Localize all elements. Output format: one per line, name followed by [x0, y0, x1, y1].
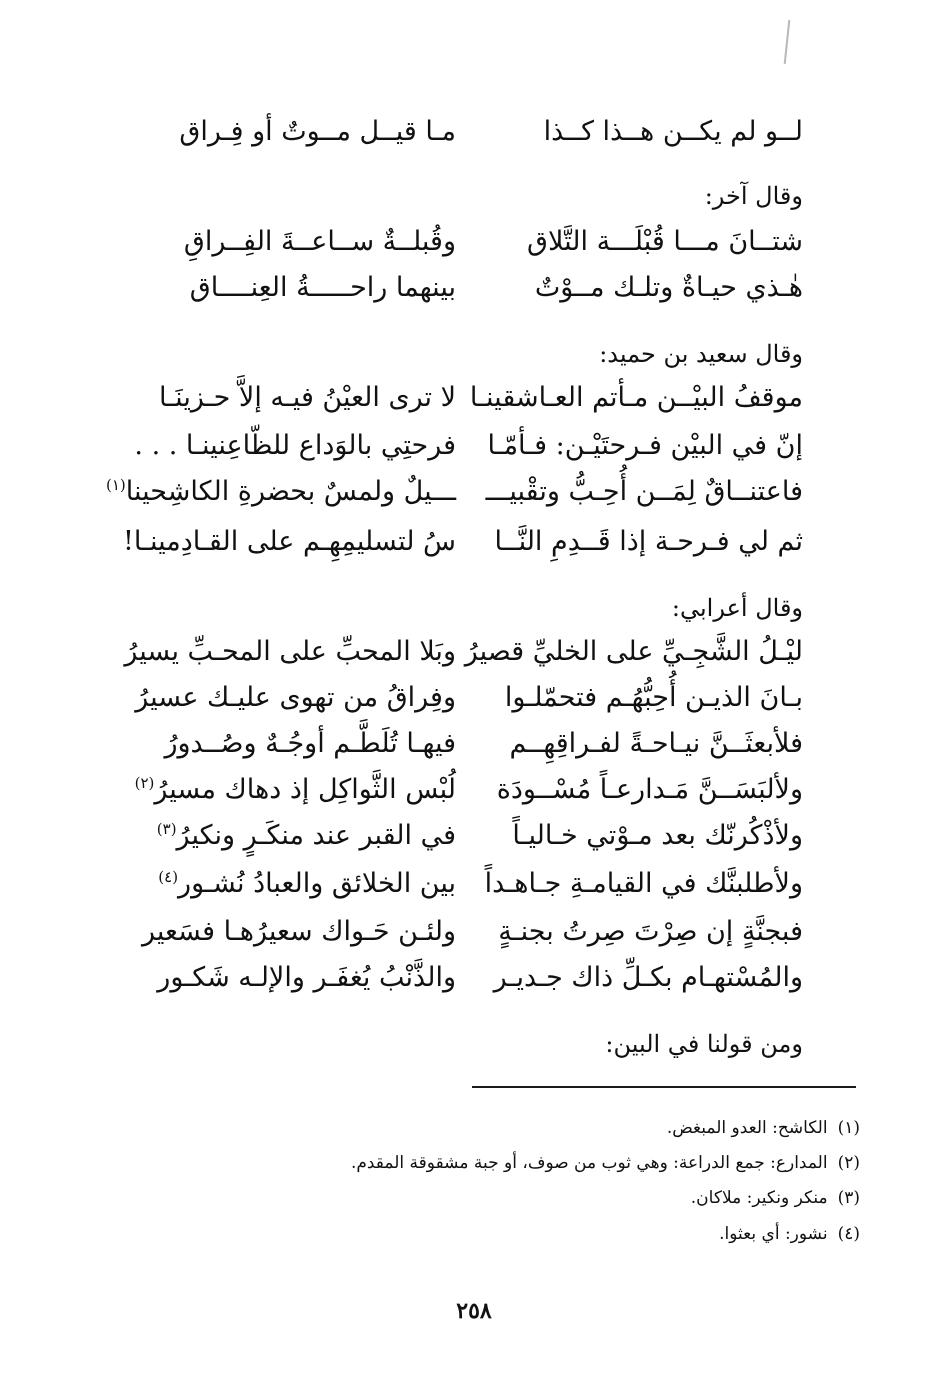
footnote-marker: (١): [106, 476, 126, 494]
verse-line: [148, 956, 803, 1000]
verse-second-hemistich: وفِراقُ من تهوى عليـك عسيرُ: [135, 682, 456, 713]
verse-first-hemistich: شتــانَ مـــا قُبْلَـــة التَّلاق: [527, 226, 803, 257]
verse-line: [148, 862, 803, 906]
footnote-divider: [472, 1086, 856, 1088]
poem-intro: وقال سعيد بن حميد:: [599, 340, 803, 368]
verse-line: [124, 630, 803, 674]
verse-line: [148, 814, 803, 858]
verse-line: [122, 520, 803, 564]
verse-first-hemistich: إنّ في البيْن فـرحتَيْـن: فـأمّـا: [487, 430, 803, 461]
verse-first-hemistich: فلأبعثَــنَّ نيـاحـةً لفـراقِهِــم: [509, 728, 803, 759]
verse-first-hemistich: ثم لي فـرحـة إذا قَــدِمِ النَّــا: [494, 526, 803, 557]
footnote: [240, 1149, 860, 1177]
verse-second-hemistich: والذَّنْبُ يُغفَـر والإلـه شَكـور: [157, 962, 456, 993]
verse-text: ـــيلٌ ولمسٌ بحضرةِ الكاشِحينا: [125, 476, 456, 507]
footnote-marker: (٤): [158, 868, 179, 886]
verse-line: [135, 676, 803, 720]
footnote-number: (٢): [837, 1153, 860, 1173]
verse-second-hemistich: لا ترى العيْنُ فيـه إلاَّ حـزينَـا: [159, 382, 456, 413]
footnote-number: (١): [837, 1118, 860, 1138]
verse-first-hemistich: والمُسْتهـام بكـلِّ ذاك جـديـر: [493, 962, 803, 993]
verse-first-hemistich: ولألبَسَــنَّ مَـدارعـاً مُسْــودَة: [496, 774, 803, 805]
verse-first-hemistich: ولأذْكُرنّك بعد مـوْتي خـاليـاً: [512, 820, 803, 851]
verse-second-hemistich: [134, 768, 476, 812]
verse-line: [148, 110, 803, 154]
verse-second-hemistich: فرحتِي بالوَداع للظّاعِنينـا . . .: [134, 430, 456, 461]
poem-intro: وقال آخر:: [704, 182, 803, 210]
footnote: [240, 1114, 860, 1142]
verse-first-hemistich: هٰـذي حيـاةٌ وتلـك مــوْتٌ: [534, 272, 803, 303]
footnote-number: (٣): [837, 1188, 860, 1208]
verse-second-hemistich: فيهـا تُلَطَّـم أوجُـهٌ وصُــدورُ: [164, 728, 456, 759]
verse-line: [134, 424, 803, 468]
verse-first-hemistich: فبجنَّةٍ إن صِرْتَ صِرتُ بجنـةٍ: [498, 916, 803, 947]
footnote-text: الكاشح: العدو المبغض.: [666, 1118, 828, 1138]
verse-line: [148, 376, 803, 420]
verse-second-hemistich: وقُبلــةٌ ســاعــةَ الفِــراقِ: [183, 226, 456, 257]
footnote-text: نشور: أي بعثوا.: [719, 1224, 828, 1244]
footnote-number: (٤): [837, 1224, 860, 1244]
verse-line: [134, 768, 803, 812]
verse-line: [148, 722, 803, 766]
poem-intro: ومن قولنا في البين:: [605, 1030, 803, 1058]
verse-line: [141, 910, 803, 954]
verse-text: في القبر عند منكَـرٍ ونكيرُ: [176, 820, 456, 851]
verse-second-hemistich: سُ لتسليمِهِـم على القـادِمينـا!: [122, 526, 456, 557]
verse-second-hemistich: وبَلا المحبِّ على المحـبِّ يسيرُ: [124, 636, 456, 667]
footnote-text: المدارع: جمع الدراعة: وهي ثوب من صوف، أو جبة مشقوقة المقدم.: [350, 1153, 828, 1173]
verse-text: لُبْس الثَّواكِل إذ دهاك مسيرُ: [154, 774, 456, 805]
footnote-marker: (٣): [156, 820, 177, 838]
verse-first-hemistich: موقفُ البيْــن مـأتم العـاشقينـا: [469, 382, 803, 413]
verse-first-hemistich: ليْـلُ الشَّجِـيِّ على الخليِّ قصيرُ: [464, 636, 803, 667]
verse-second-hemistich: بينهما راحـــــةُ العِنــــاق: [189, 272, 456, 303]
verse-line: [148, 266, 803, 310]
footnote: [240, 1184, 860, 1212]
verse-second-hemistich: [106, 470, 476, 514]
footnote-marker: (٢): [134, 774, 155, 792]
footnote-text: منكر ونكير: ملاكان.: [690, 1188, 828, 1208]
verse-line: [148, 220, 803, 264]
verse-text: بين الخلائق والعبادُ نُشـور: [178, 868, 456, 899]
verse-first-hemistich: ولأطلبنَّك في القيامـةِ جـاهـداً: [484, 868, 803, 899]
verse-second-hemistich: [149, 814, 476, 858]
scan-mark: [784, 20, 791, 64]
verse-first-hemistich: بـانَ الذيـن أُحِبُّهُـم فتحمّلـوا: [504, 682, 803, 713]
verse-second-hemistich: مـا قيــل مــوتٌ أو فِـراق: [179, 116, 456, 147]
poem-intro: وقال أعرابي:: [671, 594, 803, 622]
verse-line: [106, 470, 803, 514]
verse-first-hemistich: فاعتنــاقٌ لِمَــن أُحِـبُّ وتقْبيـــ: [485, 476, 803, 507]
verse-second-hemistich: [149, 862, 476, 906]
footnote: [240, 1220, 860, 1248]
verse-first-hemistich: لــو لم يكــن هــذا كــذا: [543, 116, 803, 147]
page-number: ٢٥٨: [456, 1298, 492, 1324]
verse-second-hemistich: ولئـن حَـواك سعيرُهـا فسَعير: [141, 916, 456, 947]
